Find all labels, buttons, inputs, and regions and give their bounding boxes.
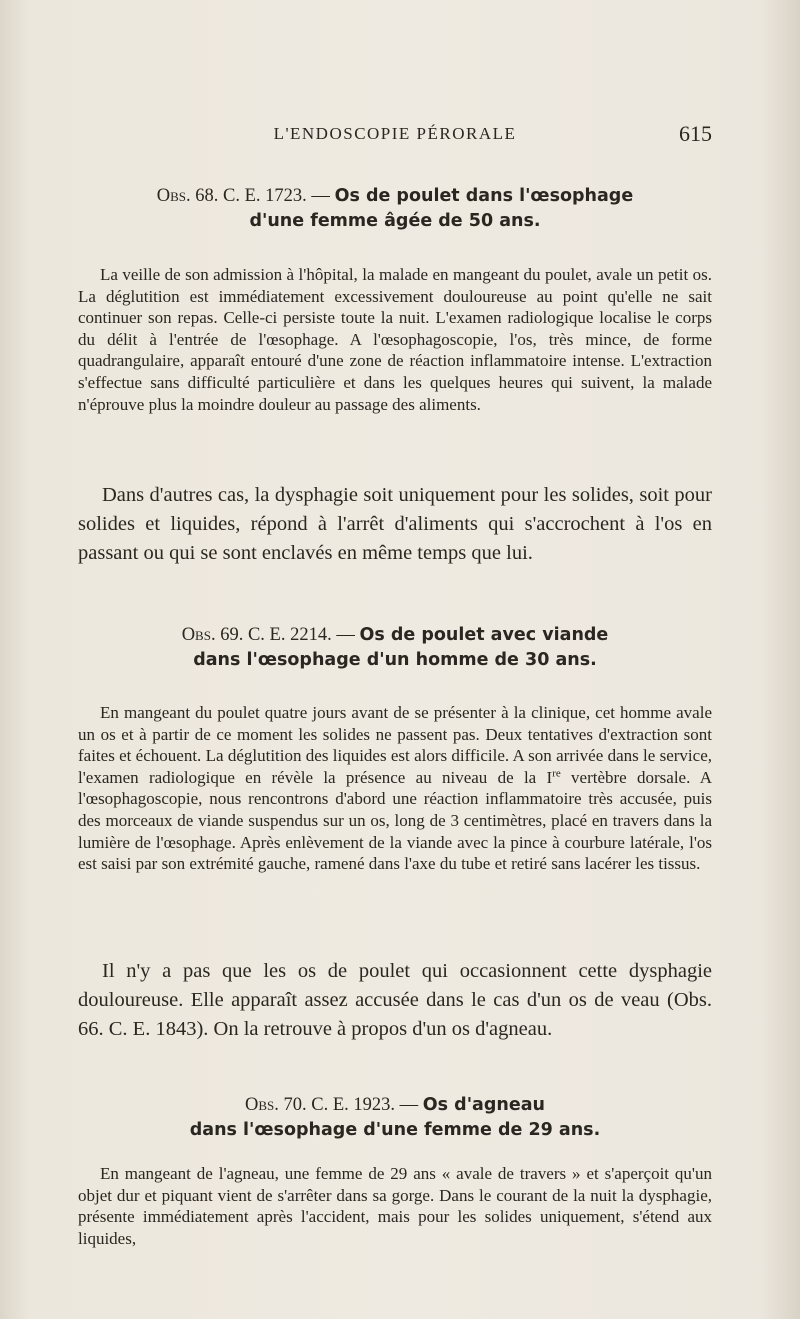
- obs69-title-line2: dans l'œsophage d'un homme de 30 ans.: [193, 650, 597, 670]
- obs69-title-line1: Os de poulet avec viande: [359, 625, 609, 645]
- obs69-text: [78, 702, 712, 875]
- obs69-superscript: re: [552, 767, 561, 780]
- obs68-body: [78, 264, 712, 415]
- obs69-heading: [78, 623, 712, 673]
- obs68-ref: Obs. 68. C. E. 1723. —: [156, 186, 330, 206]
- obs68-title-line1: Os de poulet dans l'œsophage: [334, 186, 634, 206]
- paragraph-os-de-poulet-text: Il n'y a pas que les os de poulet qui occasionnent cette dysphagie douloureuse. Elle apparaît assez accusée dans le cas d'un os de veau (Obs. 66. C. E. 1843). On la retrouve à propos d'un os d'agneau.: [78, 960, 712, 1040]
- paragraph-dysphagie: [78, 481, 712, 567]
- obs69-text-part1: En mangeant du poulet quatre jours avant de se présenter à la clinique, cet homme avale un os et à partir de ce moment les solides ne passent pas. Deux tentatives d'extraction sont faites et échouent. La déglutition des liquides est alors difficile. A son arrivée dans le service, l'examen radiologique en révèle la présence au niveau de la I: [78, 703, 712, 787]
- paragraph-dysphagie-text: Dans d'autres cas, la dysphagie soit uniquement pour les solides, soit pour solides et liquides, répond à l'arrêt d'aliments qui s'accrochent à l'os en passant ou qui se sont enclavés en même temps que lui.: [78, 484, 712, 564]
- obs68-text: La veille de son admission à l'hôpital, la malade en mangeant du poulet, avale un petit os. La déglutition est immédiatement excessivement douloureuse au point qu'elle ne sait continuer son repas. Celle-ci persiste toute la nuit. L'examen radiologique localise le corps du délit à l'entrée de l'œsophage. A l'œsophagoscopie, l'os, très mince, de forme quadrangulaire, apparaît entouré d'une zone de réaction inflammatoire intense. L'extraction s'effectue sans difficulté particulière et dans les quelques heures qui suivent, la malade n'éprouve plus la moindre douleur au passage des aliments.: [78, 265, 712, 414]
- obs68-heading: [78, 184, 712, 234]
- page-number: 615: [679, 121, 712, 146]
- paragraph-os-de-poulet: [78, 957, 712, 1043]
- obs70-ref: Obs. 70. C. E. 1923. —: [245, 1095, 419, 1115]
- obs70-heading: [78, 1093, 712, 1143]
- obs70-text: En mangeant de l'agneau, une femme de 29 ans « avale de travers » et s'aperçoit qu'un objet dur et piquant vient de s'arrêter dans sa gorge. Dans le courant de la nuit la dysphagie, présente immédiatement après l'accident, mais pour les solides uniquement, s'étend aux liquides,: [78, 1164, 712, 1248]
- obs68-title-line2: d'une femme âgée de 50 ans.: [249, 211, 541, 231]
- running-title: L'ENDOSCOPIE PÉRORALE: [273, 124, 517, 143]
- obs70-body: [78, 1163, 712, 1249]
- page-header: [78, 121, 712, 154]
- obs70-title-line1: Os d'agneau: [422, 1095, 545, 1115]
- obs69-ref: Obs. 69. C. E. 2214. —: [181, 625, 355, 645]
- obs69-text-part2: vertèbre dorsale. A l'œsophagoscopie, nous rencontrons d'abord une réaction inflammatoire très accusée, puis des morceaux de viande suspendus sur un os, long de 3 centimètres, placé en travers dans la lumière de l'œsophage. Après enlèvement de la viande avec la pince à courbure latérale, l'os est saisi par son extrémité gauche, ramené dans l'axe du tube et retiré sans lacérer les tissus.: [78, 767, 712, 874]
- obs70-title-line2: dans l'œsophage d'une femme de 29 ans.: [189, 1120, 601, 1140]
- obs69-body: [78, 702, 712, 875]
